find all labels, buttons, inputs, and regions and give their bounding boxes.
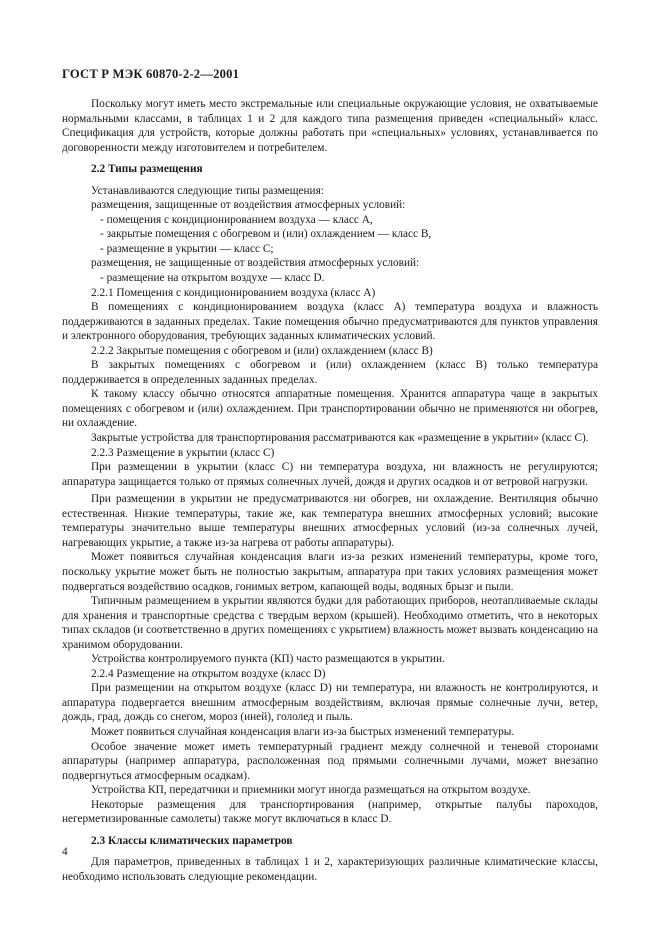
document-header: ГОСТ Р МЭК 60870-2-2—2001 [62, 67, 240, 81]
s224-title: 2.2.4 Размещение на открытом воздухе (класс D) [91, 667, 326, 680]
s222-paragraph-2: К такому классу обычно относятся аппаратные помещения. Хранится аппаратура чаще в закрытых помещениях с обогревом и (или) охлаждением. При транспортировании обычно не применяются ни обогрев, ни охлаждение. [62, 388, 598, 430]
s221-title: 2.2.1 Помещения с кондиционированием воздуха (класс А) [91, 286, 376, 299]
document-body [62, 97, 598, 884]
s223-paragraph-2: При размещении в укрытии не предусматриваются ни обогрев, ни охлаждение. Вентиляция обычно естественная. Низкие температуры, такие же, как температура внешних атмосферных условий; высокие температуры значительно выше температуры внешних атмосферных условий (из-за солнечных лучей, нагревающих укрытие, а также из-за нагрева от работы аппаратуры). [62, 493, 598, 549]
s223-paragraph-5: Устройства контролируемого пункта (КП) часто размещаются в укрытии. [91, 653, 445, 666]
s22-item-b: - закрытые помещения с обогревом и (или) охлаждением — класс В, [100, 228, 432, 241]
s224-paragraph-4: Устройства КП, передатчики и приемники могут иногда размещаться на открытом воздухе. [91, 784, 531, 797]
s223-paragraph-4: Типичным размещением в укрытии являются будки для работающих приборов, неотапливаемые склады для хранения и транспортные средства с твердым верхом (крышей). Необходимо отметить, что в некоторых типах складов (и соответственно в других помещениях с укрытием) влажность может вызвать конденсацию на хранимом оборудовании. [62, 595, 598, 651]
s22-unprotected: размещения, не защищенные от воздействия атмосферных условий: [91, 257, 420, 270]
s224-paragraph-2: Может появиться случайная конденсация влаги из-за быстрых изменений температуры. [91, 725, 515, 738]
s224-paragraph-5: Некоторые размещения для транспортирования (например, открытые палубы пароходов, негерметизированные самолеты) также могут включаться в класс D. [62, 798, 598, 826]
intro-paragraph: Поскольку могут иметь место экстремальные или специальные окружающие условия, не охватываемые нормальными классами, в таблицах 1 и 2 для каждого типа размещения приведен «специальный» класс. Спецификация для устройств, которые должны работать при «специальных» условиях, устанавливается по договоренности между изготовителем и потребителем. [62, 98, 598, 154]
s22-lead: Устанавливаются следующие типы размещения: [91, 184, 324, 197]
s223-paragraph-3: Может появиться случайная конденсация влаги из-за резких изменений температуры, кроме того, поскольку укрытие может быть не полностью закрытым, аппаратура при таких условиях размещения может подвергаться воздействию осадков, гонимых ветром, капающей воды, водяных брызг и пыли. [62, 551, 598, 593]
s223-title: 2.2.3 Размещение в укрытии (класс С) [91, 446, 275, 459]
section-2-2-heading: 2.2 Типы размещения [91, 163, 203, 176]
s22-item-a: - помещения с кондиционированием воздуха — класс А, [100, 213, 373, 226]
s22-item-c: - размещение в укрытии — класс С; [100, 242, 274, 255]
s223-paragraph-1: При размещении в укрытии (класс С) ни температура воздуха, ни влажность не регулируются; аппаратура защищается только от прямых солнечных лучей, дождя и других осадков и от ветровой нагрузки. [62, 461, 598, 488]
s224-paragraph-3: Особое значение может иметь температурный градиент между солнечной и теневой сторонами аппаратуры (например аппаратура, расположенная под прямыми солнечными лучами, может внезапно подвергнуться атмосферным осадкам). [62, 740, 598, 782]
s222-paragraph-3: Закрытые устройства для транспортирования рассматриваются как «размещение в укрытии» (класс С). [91, 432, 589, 445]
s222-paragraph-1: В закрытых помещениях с обогревом и (или) охлаждением (класс В) только температура поддерживается в определенных заданных пределах. [62, 359, 598, 386]
s22-protected: размещения, защищенные от воздействия атмосферных условий: [91, 199, 406, 212]
s224-paragraph-1: При размещении на открытом воздухе (класс D) ни температура, ни влажность не контролируются, и аппаратура подвергается внешним атмосферным воздействиям, включая прямые солнечные лучи, ветер, дождь, град, дождь со снегом, мороз (иней), гололед и пыль. [62, 682, 598, 724]
s23-paragraph: Для параметров, приведенных в таблицах 1 и 2, характеризующих различные климатические классы, необходимо использовать следующие рекомендации. [62, 856, 598, 883]
s222-title: 2.2.2 Закрытые помещения с обогревом и (или) охлаждением (класс В) [91, 344, 433, 357]
s221-paragraph: В помещениях с кондиционированием воздуха (класс А) температура воздуха и влажность поддерживаются в заданных пределах. Такие помещения обычно предусматриваются для пунктов управления и электронного оборудования, требующих заданных климатических условий. [62, 301, 598, 343]
page-number: 4 [62, 846, 68, 858]
s22-item-d: - размещение на открытом воздухе — класс D. [100, 272, 325, 285]
section-2-3-heading: 2.3 Классы климатических параметров [91, 834, 293, 847]
